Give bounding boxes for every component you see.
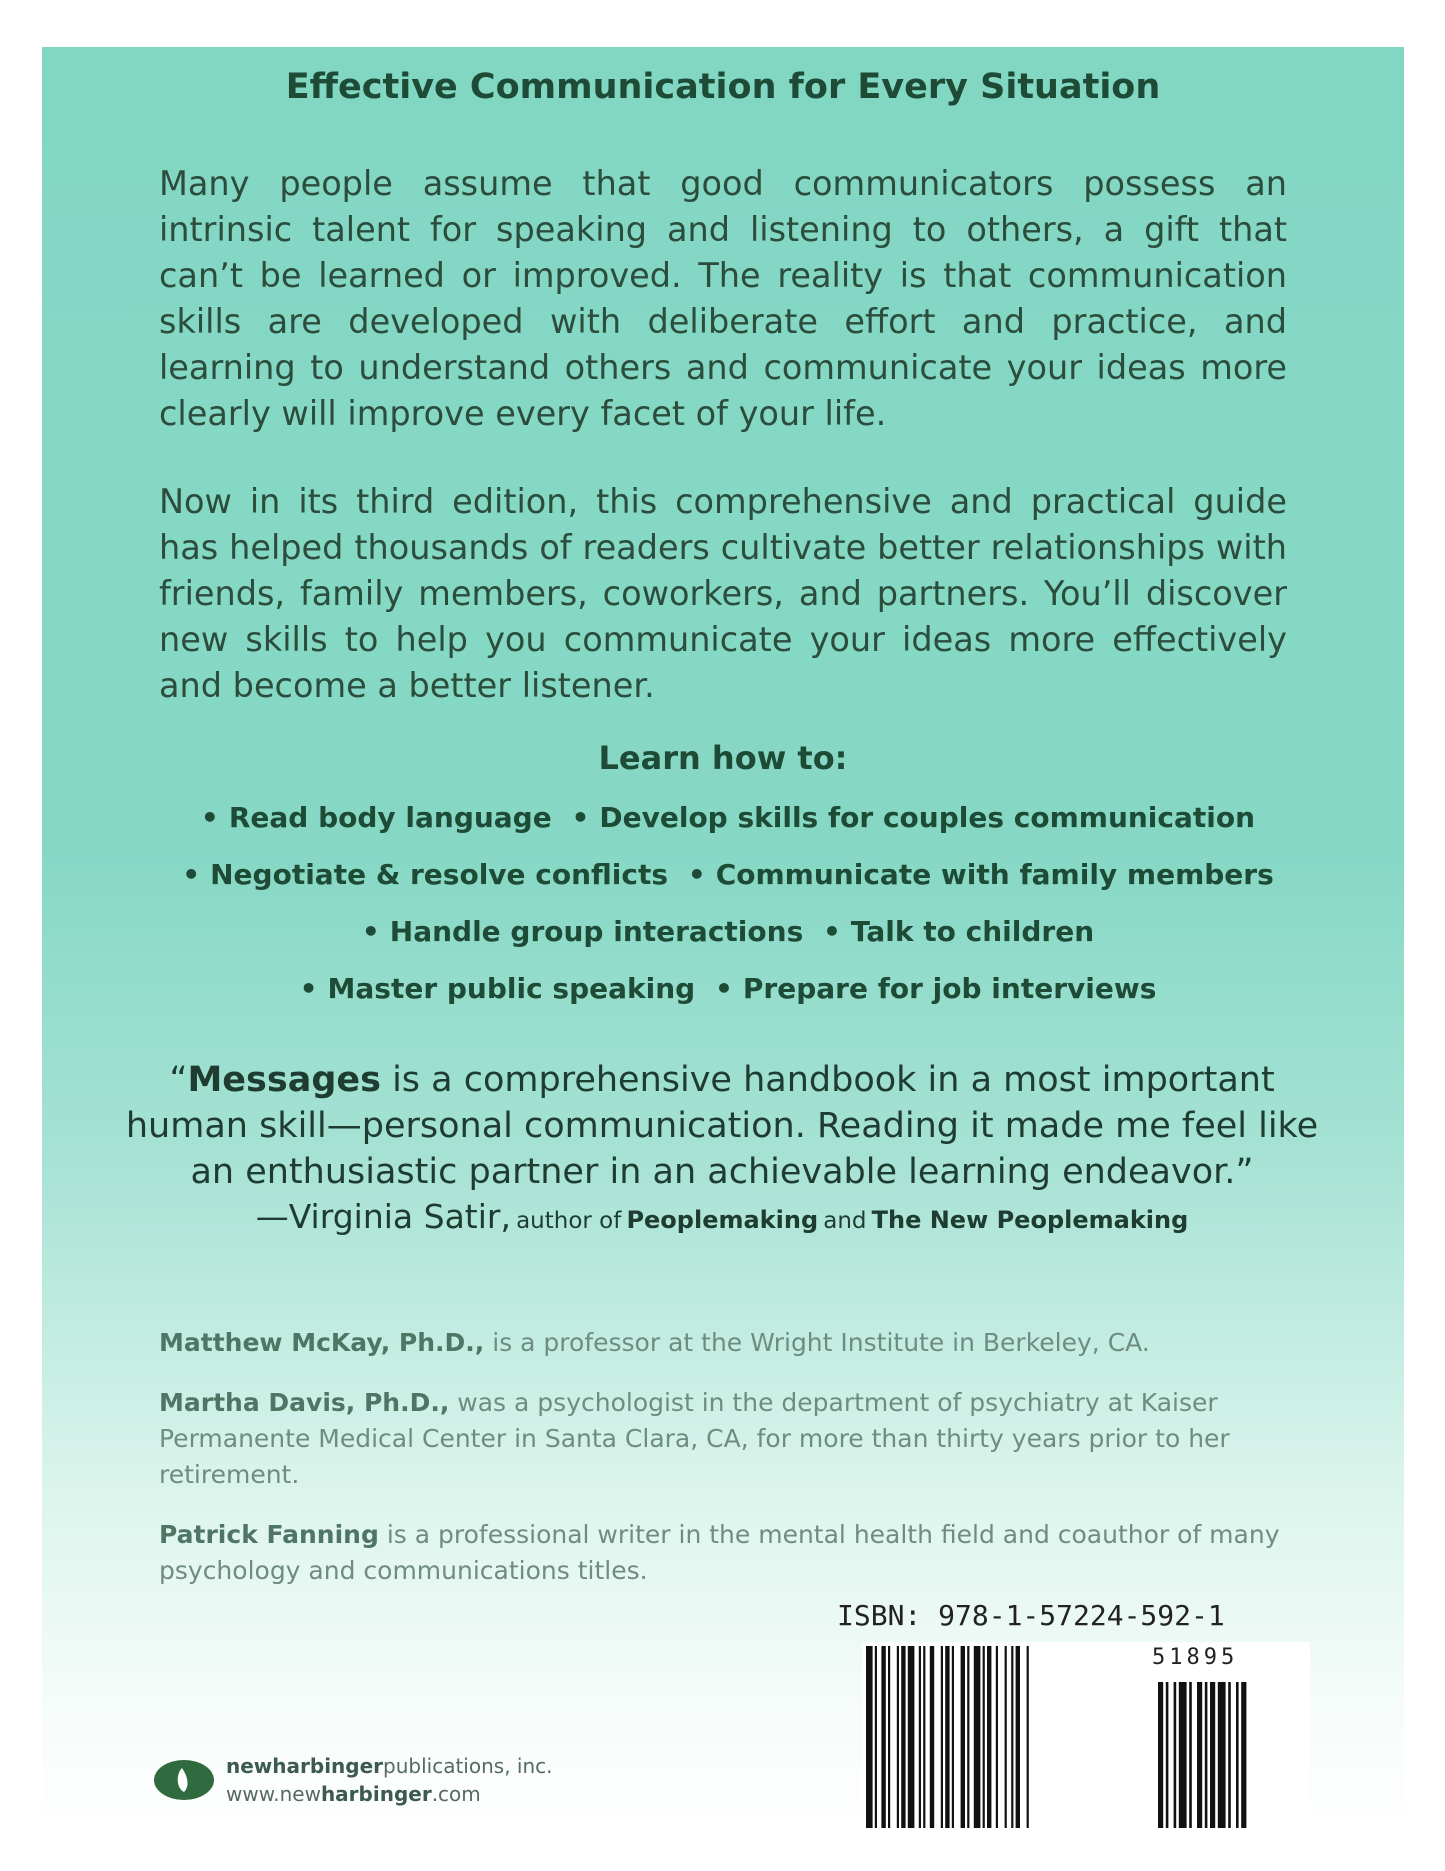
barcode-bar [983, 1646, 985, 1828]
barcode-addon-bar [1205, 1682, 1208, 1828]
publisher-url [226, 1780, 553, 1808]
bullet: • [571, 801, 590, 834]
barcode-addon-bar [1218, 1682, 1226, 1828]
barcode [862, 1642, 1310, 1832]
barcode-bar [996, 1646, 998, 1828]
book-back-cover [42, 47, 1404, 1833]
barcode-bar [941, 1646, 943, 1828]
barcode-bars-icon [862, 1642, 1310, 1832]
learn-how-to-heading: Learn how to: [598, 739, 848, 777]
barcode-bar [908, 1646, 915, 1828]
skills-row-4 [42, 972, 1404, 1005]
author-book-1: Peoplemaking [626, 1206, 819, 1234]
barcode-bar [923, 1646, 925, 1828]
publisher-name [226, 1752, 553, 1780]
barcode-addon-bar [1241, 1682, 1246, 1828]
bullet: • [182, 858, 201, 891]
bullet: • [361, 915, 380, 948]
bio-text: is a professor at the Wright Institute in Berkeley, CA. [484, 1328, 1150, 1357]
barcode-addon-bar [1228, 1682, 1231, 1828]
publisher-url-post: .com [431, 1782, 481, 1806]
bio-name: Patrick Fanning [159, 1520, 379, 1549]
barcode-bar [961, 1646, 965, 1828]
barcode-addon-bar [1197, 1682, 1202, 1828]
skill-item: Develop skills for couples communication [599, 801, 1256, 834]
barcode-bar [1016, 1646, 1020, 1828]
skills-row-3 [42, 915, 1404, 948]
author-bio-mckay [159, 1325, 1287, 1361]
barcode-bar [1027, 1646, 1029, 1828]
author-bio-fanning [159, 1517, 1287, 1589]
description-paragraph-1: Many people assume that good communicators possess an intrinsic talent for speaking and listening to others, a gift that can’t be learned or improved. The reality is that communication skills are developed with deliberate effort and practice, and learning to understand others and communicate your ideas more clearly will improve every facet of your life. [159, 164, 1287, 433]
barcode-bar [1005, 1646, 1007, 1828]
skill-item: Master public speaking [327, 972, 696, 1005]
bio-text: was a psychologist in the department of psychiatry at Kaiser Permanente Medical Center in Santa Clara, CA, for more than thirty years prior to her retirement. [159, 1388, 1230, 1489]
skill-item: Communicate with family members [715, 858, 1274, 891]
isbn-label: ISBN: 978-1-57224-592-1 [837, 1599, 1225, 1632]
cover-headline: Effective Communication for Every Situation [285, 67, 1161, 107]
barcode-addon-bar [1166, 1682, 1169, 1828]
barcode-bar [967, 1646, 969, 1828]
bio-name: Martha Davis, Ph.D., [159, 1388, 450, 1417]
barcode-bar [897, 1646, 899, 1828]
quote-open-mark: “ [169, 1060, 188, 1100]
skill-item: Read body language [228, 801, 552, 834]
quote-author: —Virginia Satir, [255, 1197, 511, 1236]
publisher-url-pre: www.new [226, 1782, 321, 1806]
publisher-logo-icon [152, 1758, 216, 1802]
skill-item: Talk to children [850, 915, 1095, 948]
barcode-bar [945, 1646, 949, 1828]
barcode-bar [875, 1646, 877, 1828]
barcode-addon-digits: 51895 [1152, 1645, 1239, 1670]
publisher-text [226, 1752, 553, 1808]
barcode-addon-bar [1236, 1682, 1239, 1828]
bullet: • [299, 972, 318, 1005]
barcode-bar [888, 1646, 890, 1828]
quote-book-title: Messages [187, 1060, 381, 1100]
skill-item: Handle group interactions [389, 915, 804, 948]
bullet: • [714, 972, 733, 1005]
publisher-name-rest: publications, inc. [383, 1754, 553, 1778]
endorsement-quote [122, 1057, 1322, 1195]
barcode-addon-bar [1210, 1682, 1215, 1828]
barcode-bar [901, 1646, 905, 1828]
publisher-url-bold: harbinger [320, 1782, 432, 1806]
barcode-bar [930, 1646, 934, 1828]
barcode-bar [919, 1646, 921, 1828]
quote-text: is a comprehensive handbook in a most important human skill—personal communication. Reading it made me feel like an enthusiastic partner in an achievable learning endeavor.” [125, 1060, 1319, 1192]
barcode-addon-bar [1158, 1682, 1163, 1828]
barcode-bar [866, 1646, 873, 1828]
barcode-addon-bar [1174, 1682, 1177, 1828]
bullet: • [687, 858, 706, 891]
author-bio-davis [159, 1385, 1287, 1493]
author-note: author of [516, 1208, 622, 1234]
author-book-2: The New Peoplemaking [871, 1206, 1189, 1234]
barcode-addon-bar [1189, 1682, 1192, 1828]
barcode-bar [987, 1646, 991, 1828]
barcode-addon-bar [1179, 1682, 1187, 1828]
skills-row-1 [42, 801, 1404, 834]
publisher-block [152, 1752, 553, 1808]
barcode-bar [881, 1646, 885, 1828]
bullet: • [823, 915, 841, 948]
skill-item: Negotiate & resolve conflicts [210, 858, 669, 891]
barcode-bar [974, 1646, 981, 1828]
skills-row-2 [42, 858, 1404, 891]
publisher-name-bold: newharbinger [226, 1754, 384, 1778]
barcode-bar [1011, 1646, 1013, 1828]
description-paragraph-2: Now in its third edition, this comprehensive and practical guide has helped thousands of readers cultivate better relationships with friends, family members, coworkers, and partners. You’ll discover new skills to help you communicate your ideas more effectively and become a better listener. [159, 482, 1287, 705]
quote-attribution [122, 1197, 1322, 1236]
skill-item: Prepare for job interviews [742, 972, 1157, 1005]
bio-text: is a professional writer in the mental health field and coauthor of many psychology and communications titles. [159, 1520, 1280, 1585]
author-and: and [823, 1208, 867, 1234]
barcode-bar [952, 1646, 954, 1828]
bio-name: Matthew McKay, Ph.D., [159, 1328, 485, 1357]
bullet: • [200, 801, 219, 834]
